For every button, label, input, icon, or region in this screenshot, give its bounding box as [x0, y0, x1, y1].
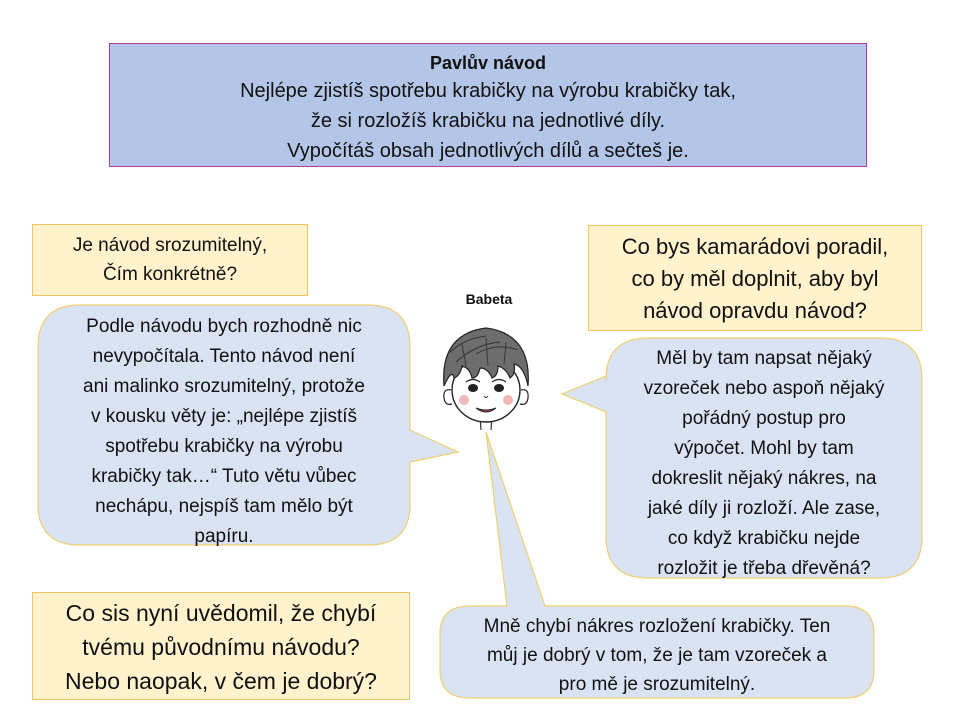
bubble-line: papíru. [194, 526, 254, 547]
speech-bubble-right-text [606, 340, 922, 584]
bubble-line: Mně chybí nákres rozložení krabičky. Ten [483, 616, 831, 637]
question-line: Co bys kamarádovi poradil, [621, 234, 889, 259]
bubble-line: pořádný postup pro [682, 408, 846, 429]
bubble-line: výpočet. Mohl by tam [674, 438, 854, 459]
speech-bubble-bottom-text [440, 608, 874, 699]
question-line: návod opravdu návod? [643, 298, 867, 323]
question-box-clarity [32, 224, 308, 296]
bubble-line: Podle návodu bych rozhodně nic [86, 316, 362, 337]
bubble-line: dokreslit nějaký nákres, na [651, 468, 877, 489]
bubble-line: ani malinko srozumitelný, protože [83, 376, 365, 397]
bubble-line: krabičky tak…“ Tuto větu vůbec [91, 466, 357, 487]
question-line: Je návod srozumitelný, [72, 235, 268, 256]
question-line: Nebo naopak, v čem je dobrý? [65, 668, 377, 694]
bubble-line: vzoreček nebo aspoň nějaký [643, 378, 885, 399]
question-line: Čím konkrétně? [102, 264, 238, 285]
question-box-advice [588, 225, 922, 331]
bubble-line: jaké díly ji rozloží. Ale zase, [647, 498, 881, 519]
bubble-line: Měl by tam napsat nějaký [656, 348, 872, 369]
instructions-line: Nejlépe zjistíš spotřebu krabičky na výrobu krabičky tak, [240, 80, 736, 102]
question-line: tvému původnímu návodu? [82, 634, 360, 660]
bubble-line: spotřebu krabičky na výrobu [105, 436, 343, 457]
question-box-reflection [32, 592, 410, 700]
bubble-line: rozložit je třeba dřevěná? [657, 558, 871, 579]
bubble-line: nevypočítala. Tento návod není [92, 346, 356, 367]
bubble-line: v kousku věty je: „nejlépe zjistíš [90, 406, 358, 427]
character-name: Babeta [465, 291, 513, 307]
question-line: co by měl doplnit, aby byl [631, 266, 879, 291]
instructions-line: že si rozložíš krabičku na jednotlivé díly. [310, 110, 666, 132]
bubble-line: nechápu, nejspíš tam mělo být [95, 496, 353, 517]
instructions-line: Vypočítáš obsah jednotlivých dílů a sečteš je. [287, 140, 689, 162]
bubble-line: co když krabičku nejde [667, 528, 861, 549]
instructions-title: Pavlův návod [429, 53, 547, 73]
question-line: Co sis nyní uvědomil, že chybí [65, 600, 377, 626]
speech-bubble-left-text [38, 308, 410, 552]
instructions-box [109, 43, 867, 167]
bubble-line: můj je dobrý v tom, že je tam vzoreček a [486, 645, 827, 666]
bubble-line: pro mě je srozumitelný. [558, 674, 756, 695]
